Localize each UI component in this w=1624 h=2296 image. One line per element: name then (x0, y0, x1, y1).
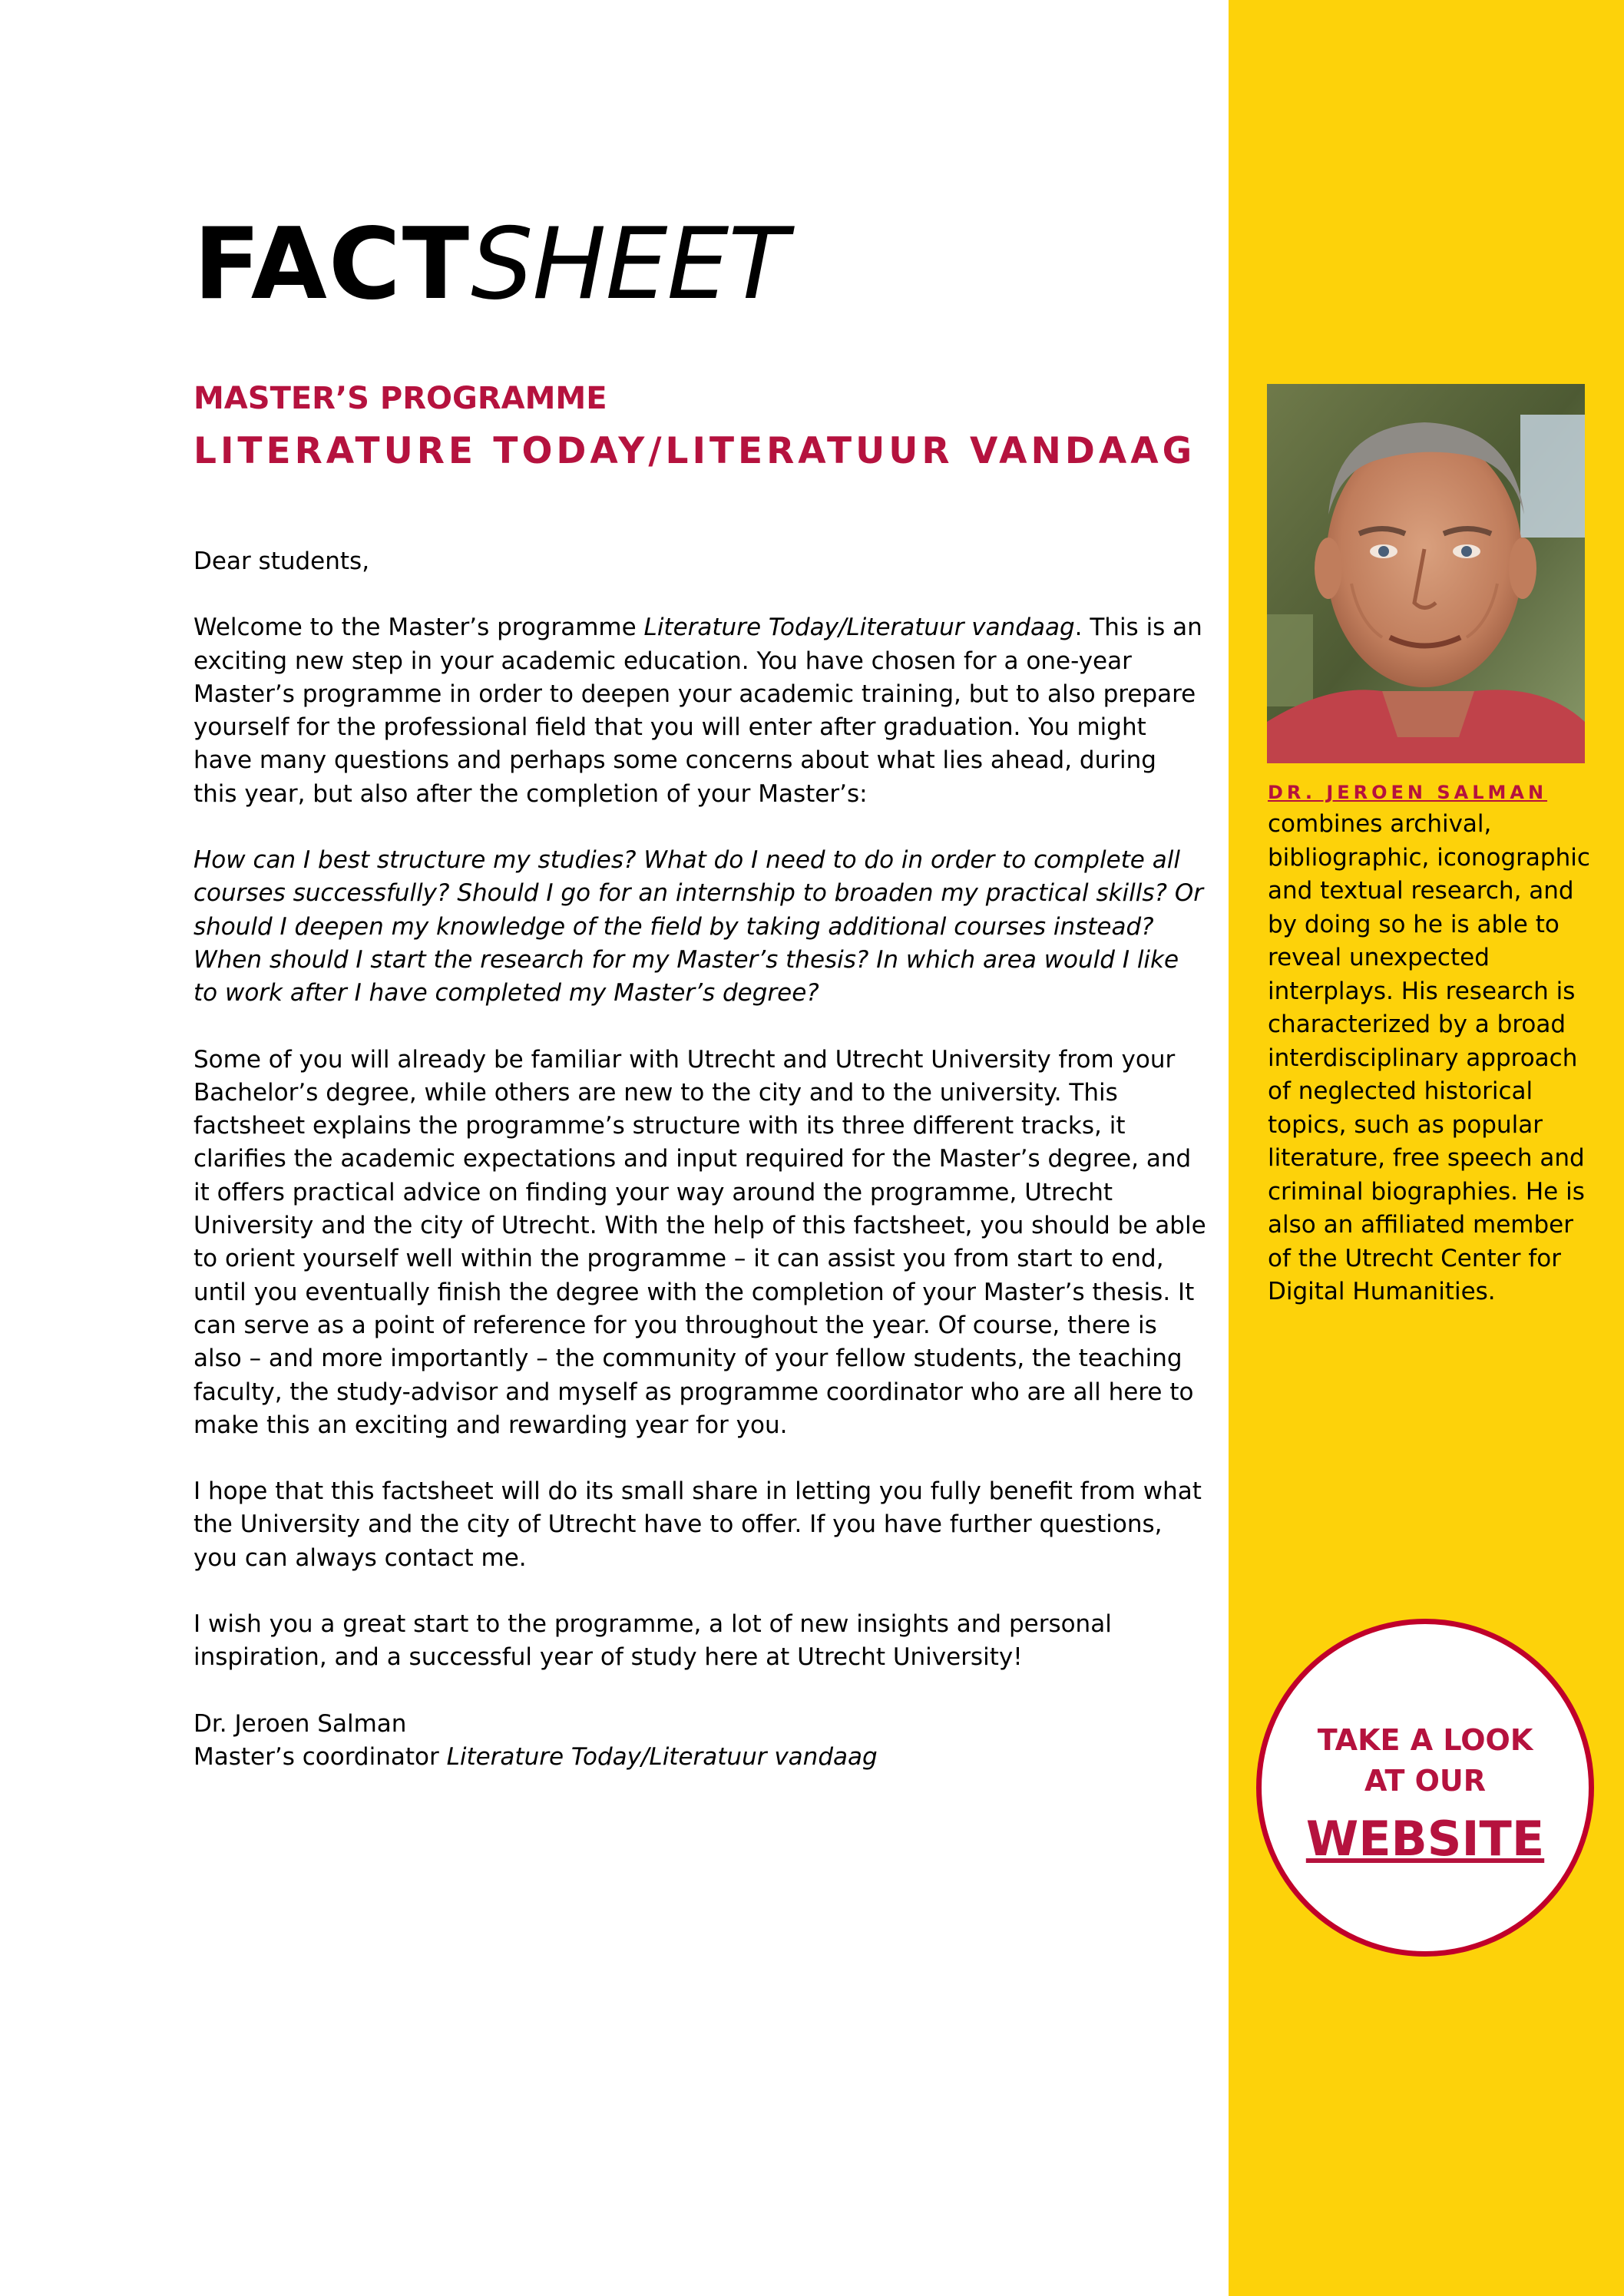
portrait-image (1267, 384, 1585, 763)
letter-wishes-paragraph: I wish you a great start to the programme, a lot of new insights and personal inspiration, and a successful year of study here at Utrecht University! (193, 1610, 1112, 1672)
cta-line-2: AT OUR (1364, 1764, 1487, 1798)
letter-intro-paragraph (193, 611, 1207, 811)
letter-signature (193, 1708, 1207, 1775)
website-link[interactable]: WEBSITE (1305, 1811, 1545, 1867)
cta-line-1: TAKE A LOOK (1317, 1723, 1533, 1757)
title-italic-part: SHEET (471, 207, 788, 322)
title-bold-part: FACT (193, 207, 471, 322)
letter-questions-paragraph: How can I best structure my studies? What do I need to do in order to complete all courses successfully? Should I go for an internship to broaden my practical skills? Or should I deepen my knowledge of the field by taking additional courses instead? When should I start the research for my Master’s thesis? In which area would I like to work after I have completed my Master’s degree? (193, 846, 1204, 1007)
letter-contact-paragraph: I hope that this factsheet will do its small share in letting you fully benefit from what the University and the city of Utrecht have to offer. If you have further questions, you can always contact me. (193, 1477, 1202, 1572)
bio-text: combines archival, bibliographic, iconographic and textual research, and by doing so he is able to reveal unexpected interplays. His research is characterized by a broad interdisciplinary approach of neglected historical topics, such as popular literature, free speech and criminal biographies. He is also an affiliated member of the Utrecht Center for Digital Humanities. (1268, 810, 1590, 1305)
coordinator-portrait (1267, 384, 1585, 763)
website-callout[interactable] (1256, 1619, 1594, 1957)
signature-name: Dr. Jeroen Salman (193, 1709, 407, 1738)
coordinator-bio (1268, 777, 1590, 1309)
letter-factsheet-paragraph: Some of you will already be familiar with Utrecht and Utrecht University from your Bachelor’s degree, while others are new to the city and to the university. This factsheet explains the programme’s structure with its three different tracks, it clarifies the academic expectations and input required for the Master’s degree, and it offers practical advice on finding your way around the programme, Utrecht University and the city of Utrecht. With the help of this factsheet, you should be able to orient yourself well within the programme – it can assist you from start to end, until you eventually finish the degree with the completion of your Master’s thesis. It can serve as a point of reference for you throughout the year. Of course, there is also – and more importantly – the community of your fellow students, the teaching faculty, the study-advisor and myself as programme coordinator who are all here to make this an exciting and rewarding year for you. (193, 1045, 1206, 1439)
sidebar (1229, 0, 1624, 2296)
welcome-letter (193, 545, 1207, 1807)
intro-programme-title: Literature Today/Literatuur vandaag (643, 614, 1075, 642)
programme-name-heading: LITERATURE TODAY/LITERATUUR VANDAAG (193, 430, 1196, 472)
signature-role: Master’s coordinator (193, 1742, 447, 1771)
factsheet-title (193, 207, 788, 323)
signature-programme: Literature Today/Literatuur vandaag (446, 1742, 878, 1771)
intro-text-end: . This is an exciting new step in your academic education. You have chosen for a one-year Master’s programme in order to deepen your academic training, but to also prepare yourself for the professional field that you will enter after graduation. You might have many questions and perhaps some concerns about what lies ahead, during this year, but also after the completion of your Master’s: (193, 614, 1202, 808)
programme-type-heading: MASTER’S PROGRAMME (193, 381, 607, 416)
intro-text-start: Welcome to the Master’s programme (193, 614, 644, 642)
letter-greeting: Dear students, (193, 548, 370, 575)
bio-name-link[interactable]: DR. JEROEN SALMAN (1268, 782, 1548, 803)
